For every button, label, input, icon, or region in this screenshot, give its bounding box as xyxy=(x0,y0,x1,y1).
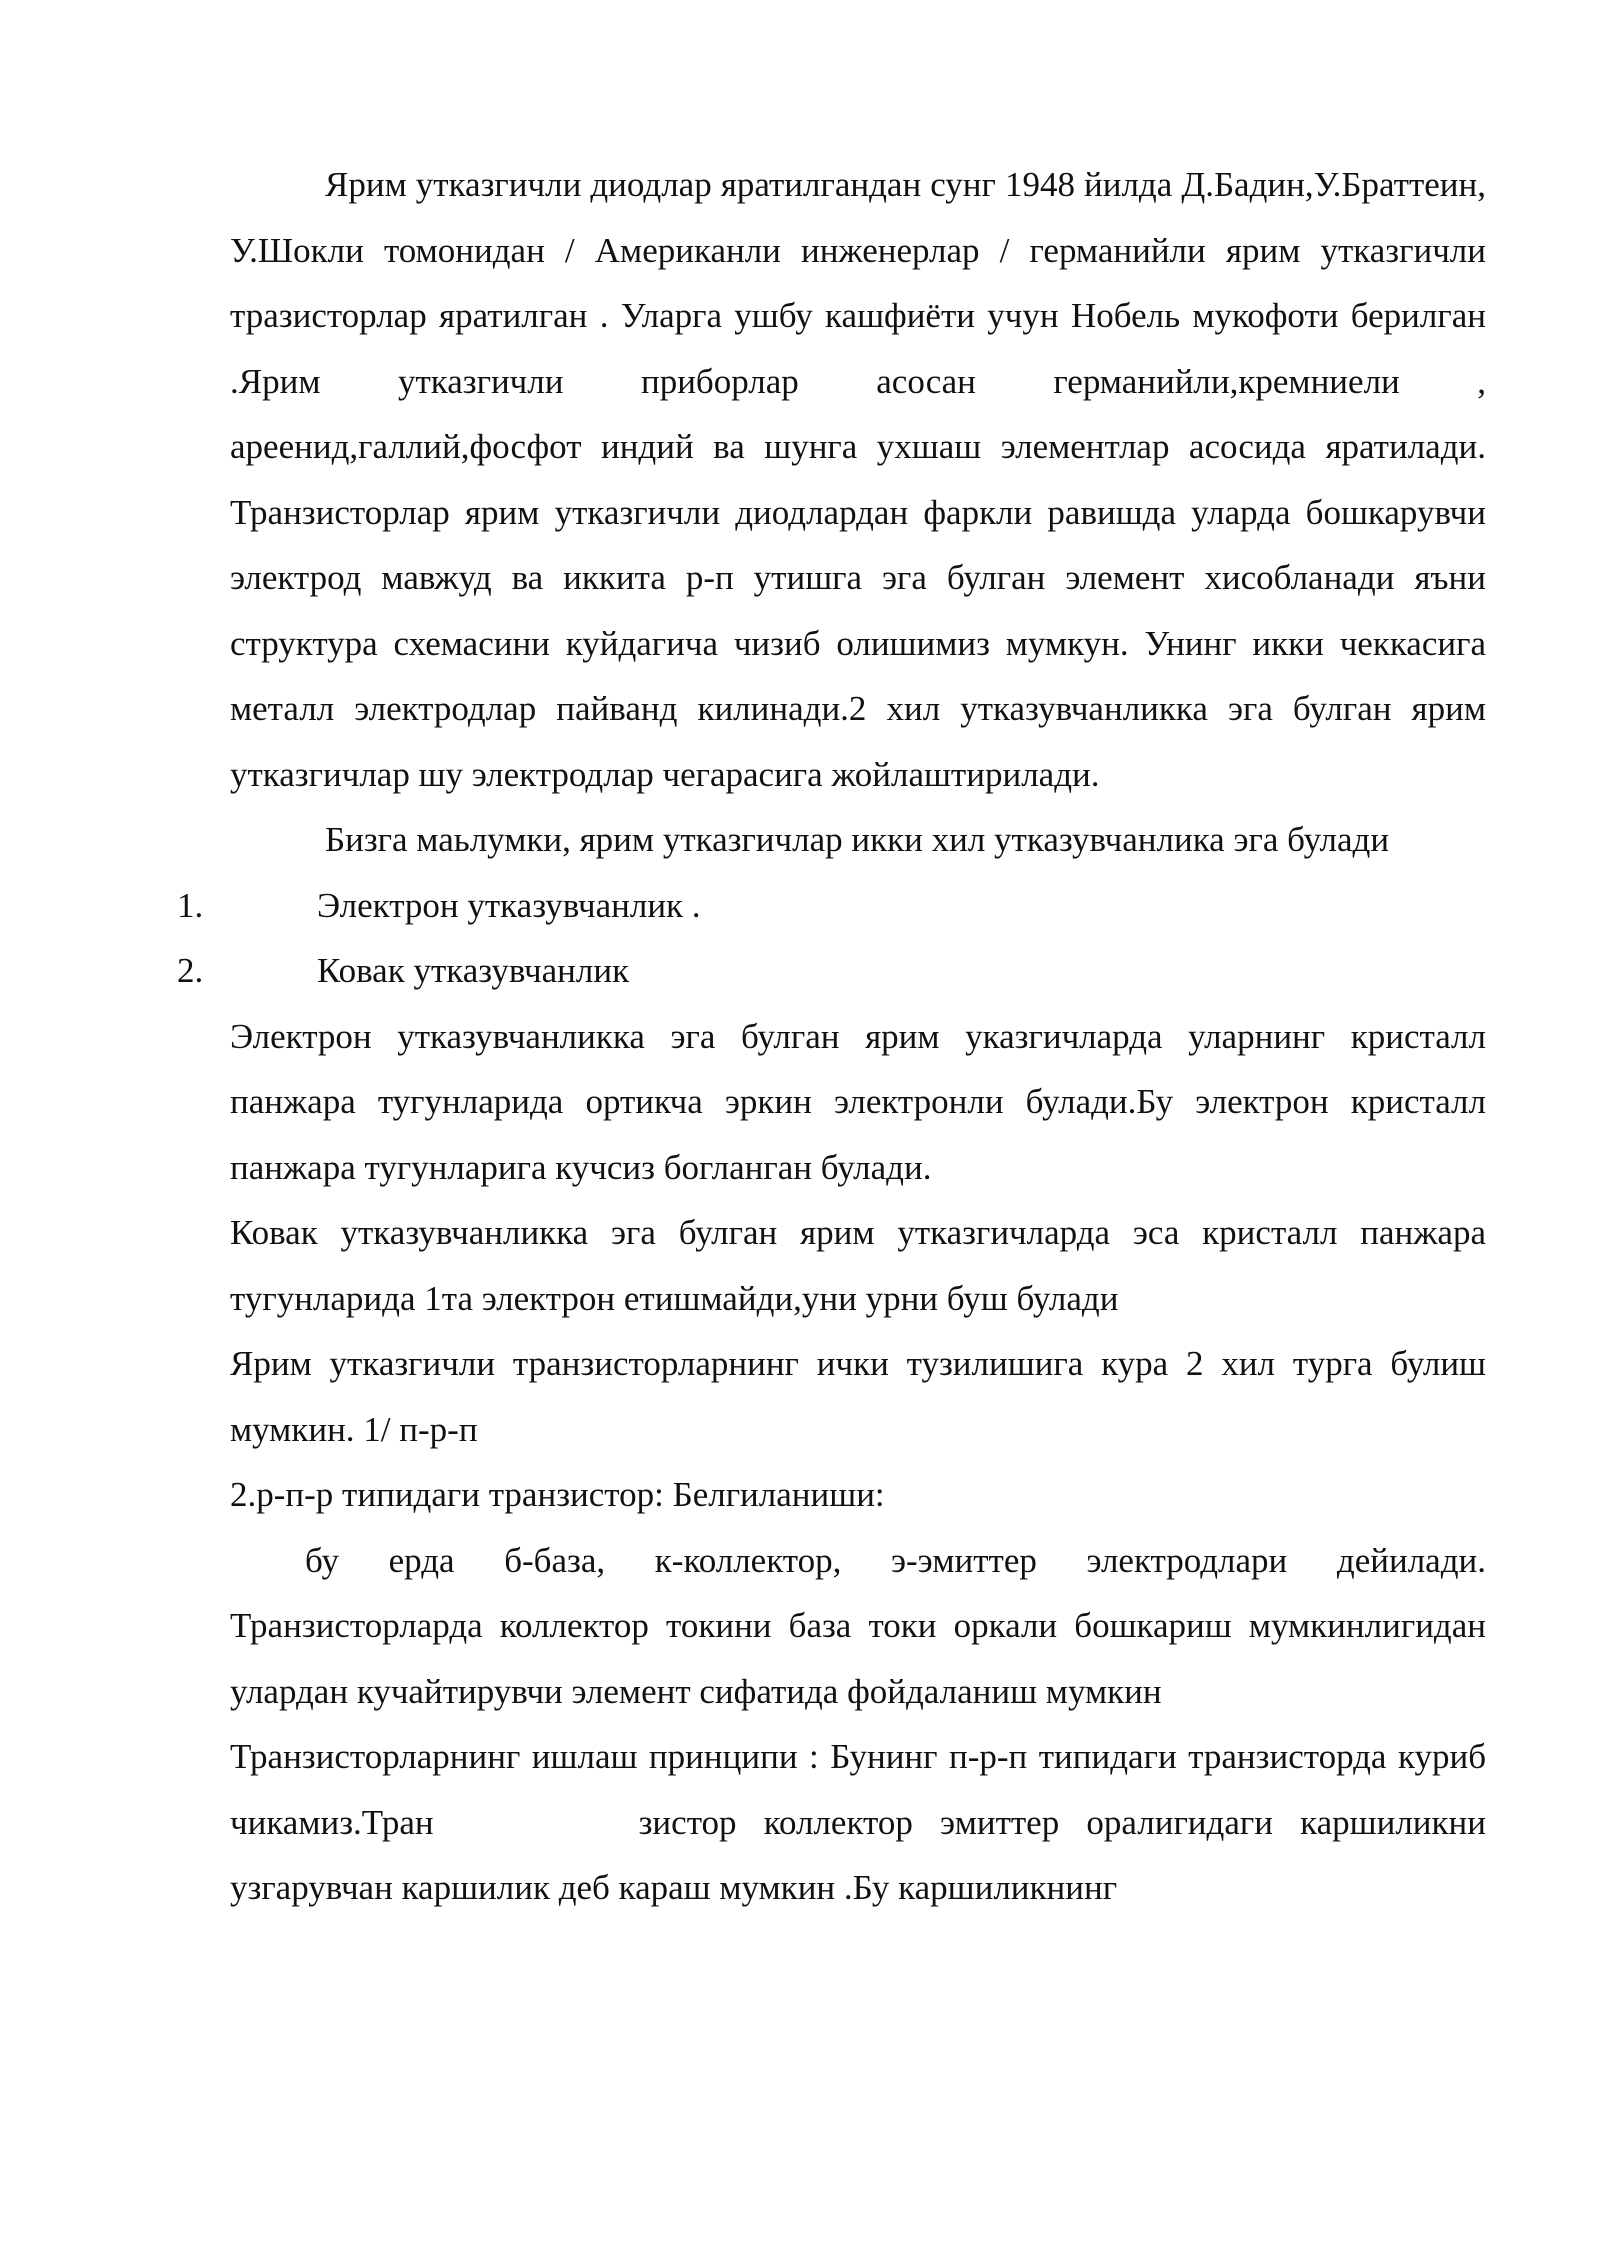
paragraph-electron-conductivity: Электрон утказувчанликка эга булган ярим указгичларда уларнинг кристалл панжара тугунларида ортикча эркин электронли булади.Бу электрон кристалл панжара тугунларига кучсиз богланган булади. xyxy=(230,1016,1486,1187)
list-number: 2. xyxy=(177,951,204,990)
document-body xyxy=(177,152,1486,1921)
paragraph-transistor-types: Ярим утказгичли транзисторларнинг ички тузилишига кура 2 хил турга булиш мумкин. 1/ п-р-п xyxy=(230,1344,1486,1449)
paragraph-principle-start: Транзисторларнинг ишлаш принципи : Бунинг п-р-п типидаги транзисторда куриб чикамиз.Тран xyxy=(230,1737,1486,1842)
list-item xyxy=(177,938,1486,1004)
paragraph-operating-principle xyxy=(230,1724,1486,1921)
list-text: Электрон утказувчанлик . xyxy=(317,885,701,925)
paragraph-pnp-type: 2.р-п-р типидаги транзистор: Белгиланиши: xyxy=(230,1475,885,1514)
paragraph-electrodes: бу ерда б-база, к-коллектор, э-эмиттер электродлари дейилади. Транзисторларда коллектор токини база токи оркали бошкариш мумкинлигидан улардан кучайтирувчи элемент сифатида фойдаланиш мумкин xyxy=(230,1540,1486,1711)
list-number: 1. xyxy=(177,885,204,925)
list-text: Ковак утказувчанлик xyxy=(317,951,630,990)
paragraph-conductivity-intro: Бизга маьлумки, ярим утказгичлар икки хил утказувчанлика эга булади xyxy=(325,820,1390,859)
paragraph-history: Ярим утказгичли диодлар яратилгандан сунг 1948 йилда Д.Бадин,У.Браттеин, У.Шокли томонидан / Американли инженерлар / германийли ярим утказгичли тразисторлар яратилган . Уларга ушбу кашфиёти учун Нобель мукофоти берилган .Ярим утказгичли приборлар асосан германийли,кремниели , ареенид,галлий,фосфот индий ва шунга ухшаш элементлар асосида яратилади. Транзисторлар ярим утказгичли диодлардан фаркли равишда уларда бошкарувчи электрод мавжуд ва иккита р-п утишга эга булган элемент хисобланади яъни структура схемасини куйдагича чизиб олишимиз мумкун. Унинг икки чеккасига металл электродлар пайванд килинади.2 хил утказувчанликка эга булган ярим утказгичлар шу электродлар чегарасига жойлаштирилади. xyxy=(230,165,1486,794)
list-item xyxy=(177,873,1486,939)
paragraph-principle-end: зистор коллектор эмиттер оралигидаги каршиликни узгарувчан каршилик деб караш мумкин .Бу каршиликнинг xyxy=(230,1802,1486,1907)
paragraph-hole-conductivity: Ковак утказувчанликка эга булган ярим утказгичларда эса кристалл панжара тугунларида 1та электрон етишмайди,уни урни буш булади xyxy=(230,1213,1486,1318)
